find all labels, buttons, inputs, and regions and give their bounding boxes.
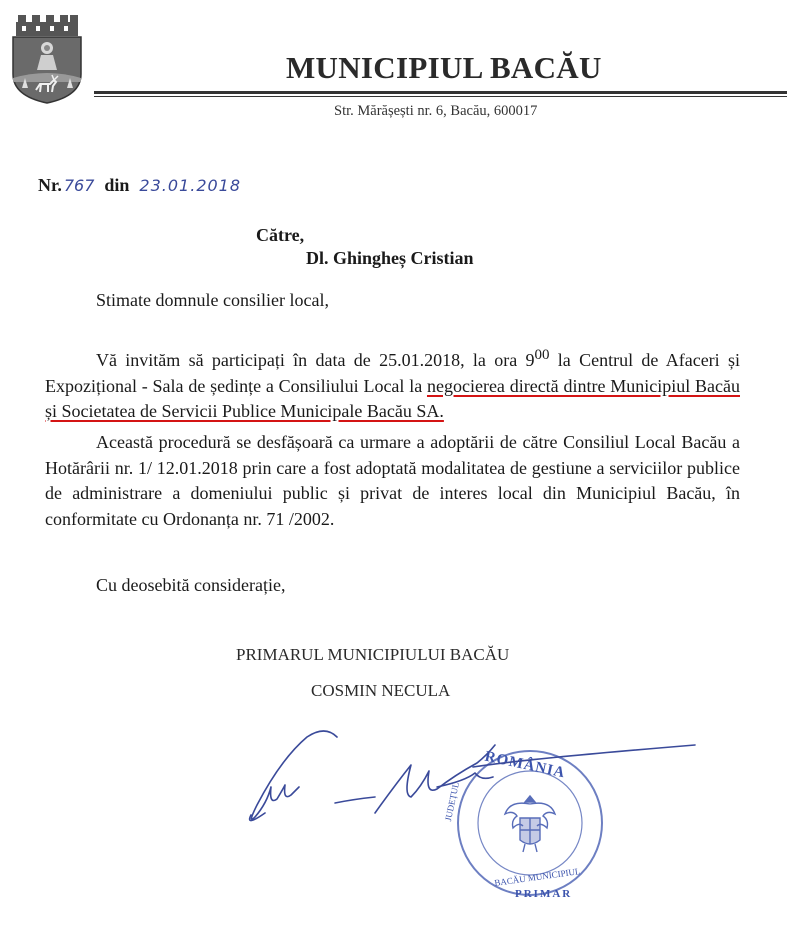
coat-of-arms-icon xyxy=(10,12,84,104)
stamp-city-text: BACĂU MUNICIPIUL xyxy=(493,866,582,888)
invitation-text-middle: la Centrul de Afaceri și Expozițional - Sala de ședințe a Consiliului Local la xyxy=(45,350,740,396)
nr-label: Nr. xyxy=(38,175,62,195)
salutation: Stimate domnule consilier local, xyxy=(96,290,329,310)
signatory-name: COSMIN NECULA xyxy=(311,681,451,700)
letterhead-address: Str. Mărășești nr. 6, Bacău, 600017 xyxy=(334,103,538,119)
din-label: din xyxy=(104,175,130,195)
closing-formula: Cu deosebită considerație, xyxy=(96,575,286,595)
registration-date: 23.01.2018 xyxy=(139,176,242,195)
page-title: MUNICIPIUL BACĂU xyxy=(286,50,602,85)
letterhead-rule-thin xyxy=(94,96,787,97)
registration-line xyxy=(38,175,241,196)
time-superscript: 00 xyxy=(534,347,550,363)
invitation-paragraph xyxy=(45,343,740,425)
stamp-country-text: ROMÂNIA xyxy=(483,748,567,782)
highlighted-subject: negocierea directă dintre Municipiul Bacău și Societatea de Servicii Publice Municipale Bacău SA. xyxy=(45,375,740,421)
signatory-title: PRIMARUL MUNICIPIULUI BACĂU xyxy=(236,645,510,664)
stamp-role-text: PRIMAR xyxy=(515,888,573,900)
recipient-name: Dl. Ghingheș Cristian xyxy=(306,248,474,268)
letterhead-rule-thick xyxy=(94,91,787,94)
procedure-paragraph xyxy=(45,430,740,532)
procedure-text: Această procedură se desfășoară ca urmare a adoptării de către Consiliul Local Bacău a Hotărârii nr. 1/ 12.01.2018 prin care a fost adoptată modalitatea de gestiune a serviciilor publice de administrare a domeniului public și privat de interes local din Municipiul Bacău, în conformitate cu Ordonanța nr. 71 /2002. xyxy=(45,432,740,529)
stamp-county-text: JUDEȚUL xyxy=(443,781,461,823)
registration-number: 767 xyxy=(63,176,95,195)
invitation-text-start: Vă invităm să participați în data de 25.01.2018, la ora 9 xyxy=(96,350,535,370)
to-label: Către, xyxy=(256,225,305,245)
handwritten-signature xyxy=(225,715,705,845)
